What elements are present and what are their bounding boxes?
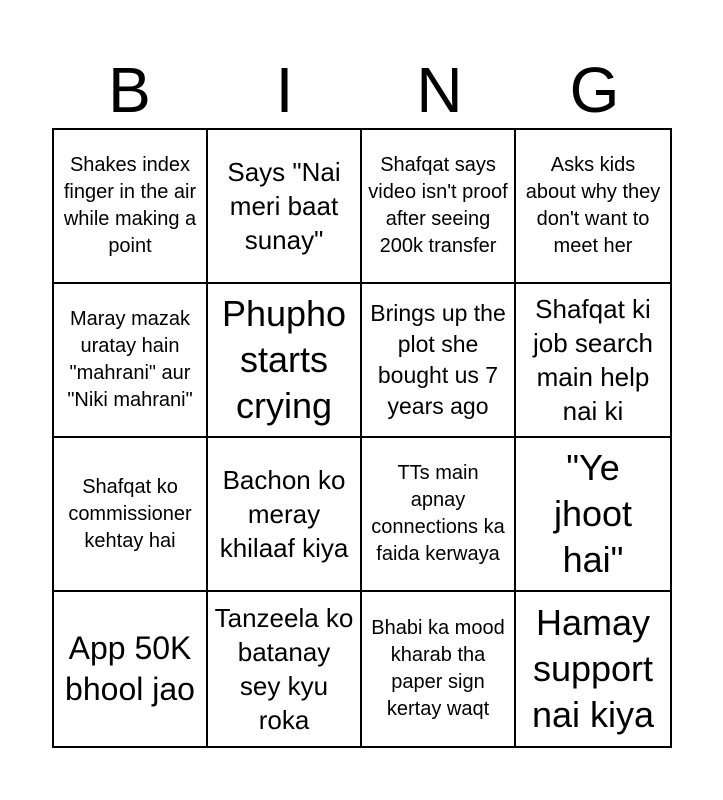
bingo-cell[interactable] [516,130,670,284]
bingo-cell[interactable] [362,284,516,438]
bingo-cell[interactable] [516,592,670,746]
cell-text: App 50K bhool jao [65,630,195,707]
cell-text: TTs main apnay connections ka faida kerwaya [371,462,505,565]
cell-text: Brings up the plot she bought us 7 years ago [370,300,506,419]
bingo-cell[interactable] [362,130,516,284]
cell-text: Hamay support nai kiya [531,602,655,735]
bingo-header [52,50,672,128]
header-letter-i: I [275,54,294,126]
bingo-cell[interactable] [54,284,208,438]
bingo-cell[interactable] [516,284,670,438]
bingo-card-grid [52,128,672,748]
header-letter-g: G [569,54,620,126]
header-letter-b: B [108,54,151,126]
cell-text: Bhabi ka mood kharab tha paper sign kertay waqt [371,617,505,720]
header-letter-n: N [416,54,463,126]
cell-text: Shafqat ki job search main help nai ki [533,294,653,426]
cell-text: Shafqat ko commissioner kehtay hai [68,475,192,552]
cell-text: Tanzeela ko batanay sey kyu roka [214,603,354,735]
bingo-cell[interactable] [208,438,362,592]
bingo-cell[interactable] [54,130,208,284]
bingo-cell[interactable] [362,438,516,592]
cell-text: Shakes index finger in the air while making a point [63,154,197,257]
cell-text: Asks kids about why they don't want to meet her [525,154,661,257]
bingo-cell[interactable] [54,438,208,592]
bingo-cell[interactable] [362,592,516,746]
bingo-cell[interactable] [516,438,670,592]
bingo-cell[interactable] [208,284,362,438]
bingo-cell[interactable] [54,592,208,746]
bingo-cell[interactable] [208,130,362,284]
cell-text: Maray mazak uratay hain "mahrani" aur "Niki mahrani" [67,308,193,411]
cell-text: Phupho starts crying [221,293,347,426]
cell-text: "Ye jhoot hai" [553,447,633,580]
cell-text: Shafqat says video isn't proof after seeing 200k transfer [368,154,508,257]
cell-text: Bachon ko meray khilaaf kiya [219,465,349,563]
cell-text: Says "Nai meri baat sunay" [227,157,341,255]
bingo-cell[interactable] [208,592,362,746]
